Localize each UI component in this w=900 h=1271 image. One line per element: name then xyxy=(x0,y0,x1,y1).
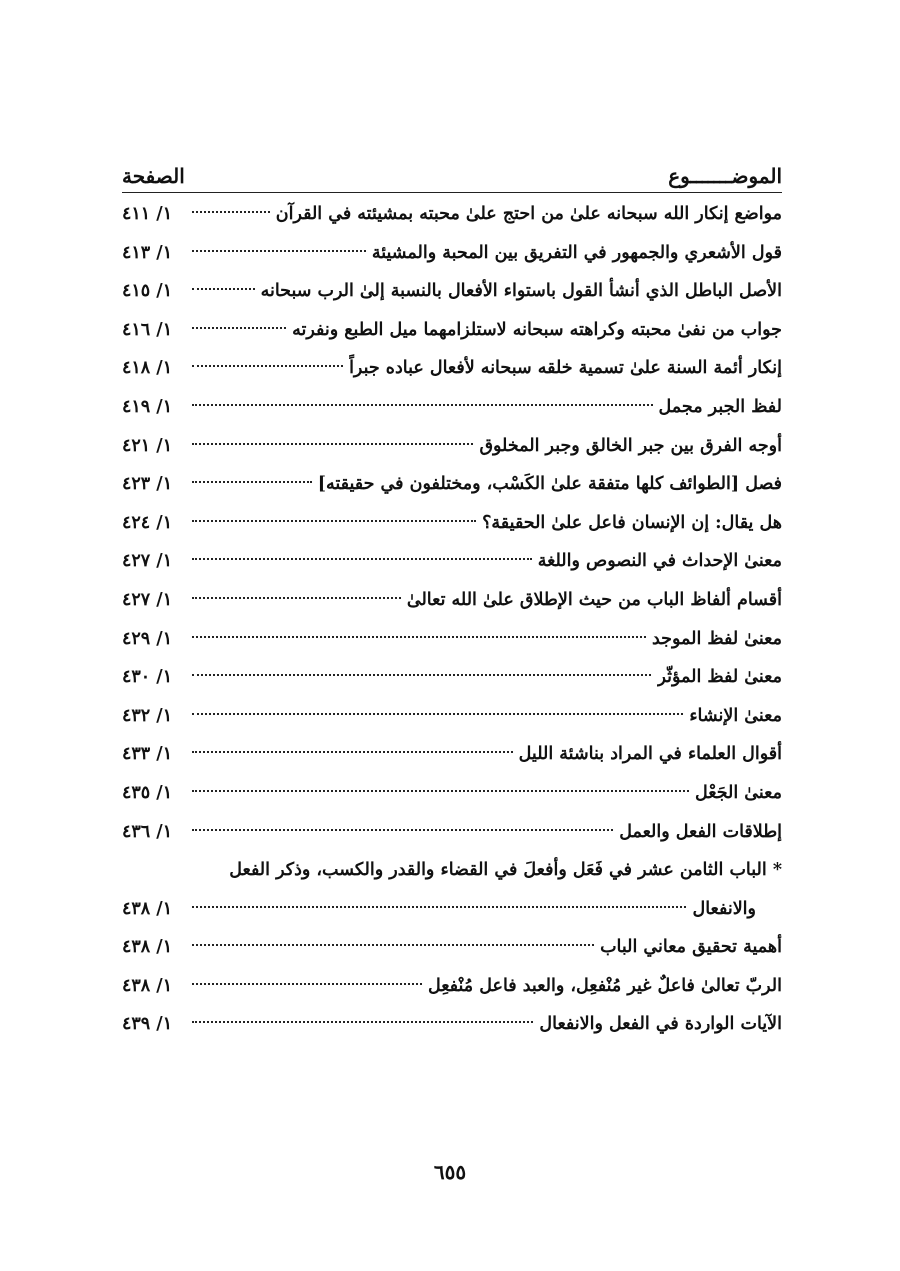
entry-title: معنىٰ الإنشاء xyxy=(689,705,782,726)
toc-entry xyxy=(122,311,782,350)
chapter-title-line2: والانفعال xyxy=(692,898,756,919)
toc-entry xyxy=(122,967,782,1006)
toc-entry xyxy=(122,349,782,388)
leader-dots xyxy=(192,597,401,599)
entry-page: ١/ ٤١٨ xyxy=(122,358,173,379)
entry-title: هل يقال: إن الإنسان فاعل علىٰ الحقيقة؟ xyxy=(482,512,782,533)
toc-entries xyxy=(122,195,782,1044)
toc-entry xyxy=(122,658,782,697)
entry-page: ١/ ٤١٦ xyxy=(122,319,173,340)
entry-title: جواب من نفىٰ محبته وكراهته سبحانه لاستلزامهما ميل الطبع ونفرته xyxy=(292,319,782,340)
entry-title: إطلاقات الفعل والعمل xyxy=(619,821,782,842)
entry-title: الآيات الواردة في الفعل والانفعال xyxy=(539,1014,782,1035)
toc-header xyxy=(122,150,782,193)
topic-column-label: الموضـــــــوع xyxy=(668,164,782,188)
entry-page: ١/ ٤٢٧ xyxy=(122,551,173,572)
entry-title: معنىٰ الإحداث في النصوص واللغة xyxy=(537,551,782,572)
toc-entry xyxy=(122,388,782,427)
entry-title: قول الأشعري والجمهور في التفريق بين المحبة والمشيئة xyxy=(371,242,782,263)
entry-title: فصل [الطوائف كلها متفقة علىٰ الكَسْب، ومختلفون في حقيقته] xyxy=(317,474,782,495)
leader-dots xyxy=(192,790,689,792)
entry-page: ١/ ٤٣٠ xyxy=(122,667,173,688)
leader-dots xyxy=(192,481,312,483)
leader-dots xyxy=(192,250,366,252)
leader-dots xyxy=(192,211,270,213)
leader-dots xyxy=(192,288,255,290)
entry-title: لفظ الجبر مجمل xyxy=(658,396,782,417)
entry-page: ١/ ٤٣٥ xyxy=(122,782,173,803)
toc-entry xyxy=(122,928,782,967)
leader-dots xyxy=(192,751,513,753)
entry-title: معنىٰ لفظ المؤثّر xyxy=(657,667,782,688)
entry-title: أوجه الفرق بين جبر الخالق وجبر المخلوق xyxy=(479,435,782,456)
leader-dots xyxy=(192,365,343,367)
leader-dots xyxy=(192,443,473,445)
leader-dots xyxy=(192,636,646,638)
entry-page: ١/ ٤٣٣ xyxy=(122,744,173,765)
leader-dots xyxy=(192,404,653,406)
leader-dots xyxy=(192,674,651,676)
toc-entry xyxy=(122,427,782,466)
chapter-heading-continued xyxy=(122,890,782,929)
entry-page: ١/ ٤١٩ xyxy=(122,396,173,417)
toc-entry xyxy=(122,620,782,659)
toc-entry xyxy=(122,504,782,543)
toc-entry xyxy=(122,813,782,852)
entry-title: أقوال العلماء في المراد بناشئة الليل xyxy=(518,744,782,765)
leader-dots xyxy=(192,944,594,946)
entry-title: أهمية تحقيق معاني الباب xyxy=(600,937,782,958)
page-number: ٦٥٥ xyxy=(433,1160,467,1184)
entry-title: إنكار أئمة السنة علىٰ تسمية خلقه سبحانه لأفعال عباده جبراً xyxy=(349,358,782,379)
page-column-label: الصفحة xyxy=(122,164,185,188)
entry-title: معنىٰ لفظ الموجد xyxy=(651,628,782,649)
entry-page: ١/ ٤٣٨ xyxy=(122,937,173,958)
table-of-contents xyxy=(122,150,782,1044)
chapter-heading xyxy=(122,851,782,890)
entry-title: أقسام ألفاظ الباب من حيث الإطلاق علىٰ الله تعالىٰ xyxy=(406,589,782,610)
entry-page: ١/ ٤٢٧ xyxy=(122,589,173,610)
toc-entry xyxy=(122,272,782,311)
entry-page: ١/ ٤٢٩ xyxy=(122,628,173,649)
toc-entry xyxy=(122,697,782,736)
leader-dots xyxy=(192,520,476,522)
entry-page: ١/ ٤٢١ xyxy=(122,435,173,456)
toc-entry xyxy=(122,195,782,234)
toc-entry xyxy=(122,581,782,620)
toc-entry xyxy=(122,735,782,774)
entry-title: معنىٰ الجَعْل xyxy=(695,782,782,803)
chapter-title-line1: * الباب الثامن عشر في فَعَل وأفعلَ في القضاء والقدر والكسب، وذكر الفعل xyxy=(229,860,782,881)
entry-page: ١/ ٤٢٤ xyxy=(122,512,173,533)
leader-dots xyxy=(192,1021,533,1023)
leader-dots xyxy=(192,327,286,329)
entry-title: مواضع إنكار الله سبحانه علىٰ من احتج علىٰ محبته بمشيئته في القرآن xyxy=(275,204,782,224)
toc-entry xyxy=(122,774,782,813)
leader-dots xyxy=(192,713,683,715)
entry-title: الأصل الباطل الذي أنشأ القول باستواء الأفعال بالنسبة إلىٰ الرب سبحانه xyxy=(260,281,782,302)
entry-page: ١/ ٤٣٦ xyxy=(122,821,173,842)
entry-page: ١/ ٤٣٩ xyxy=(122,1014,173,1035)
entry-page: ١/ ٤١٣ xyxy=(122,242,173,263)
entry-page: ١/ ٤٣٢ xyxy=(122,705,173,726)
toc-entry xyxy=(122,1005,782,1044)
leader-dots xyxy=(192,829,613,831)
chapter-page: ١/ ٤٣٨ xyxy=(122,898,173,919)
entry-title: الربّ تعالىٰ فاعلٌ غير مُنْفعِل، والعبد فاعل مُنْفعِل xyxy=(427,975,782,996)
toc-entry xyxy=(122,465,782,504)
leader-dots xyxy=(192,906,686,908)
entry-page: ١/ ٤٢٣ xyxy=(122,474,173,495)
entry-page: ١/ ٤٣٨ xyxy=(122,975,173,996)
entry-page: ١/ ٤١١ xyxy=(122,204,173,224)
leader-dots xyxy=(192,558,532,560)
toc-entry xyxy=(122,542,782,581)
leader-dots xyxy=(192,983,422,985)
toc-entry xyxy=(122,234,782,273)
entry-page: ١/ ٤١٥ xyxy=(122,281,173,302)
